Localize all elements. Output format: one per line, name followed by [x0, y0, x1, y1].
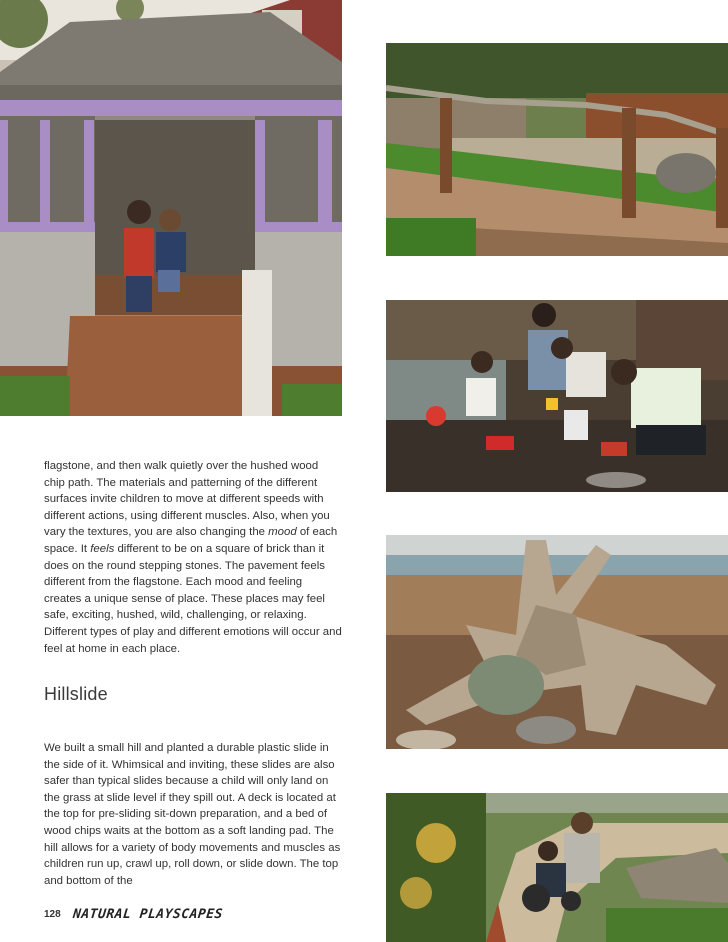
body-paragraph-textures — [44, 458, 342, 657]
photo-sandbox-play — [386, 300, 728, 492]
photo-curving-path-tricycle — [386, 793, 728, 942]
body-paragraph-hillslide: We built a small hill and planted a durable plastic slide in the side of it. Whimsical and inviting, these slides are also safer than typical slides because a child will only land on the grass at slide level if they spill out. A deck is located at the top for pre-sliding sit-down preparation, and a bed of wood chips waits at the bottom as a soft landing pad. The hill allows for a variety of body movements and muscles as children run up, crawl up, roll down, or slide down. The top and bottom of the — [44, 742, 341, 887]
section-heading-hillslide: Hillslide — [44, 684, 108, 704]
photo-driftwood-beach — [386, 535, 728, 749]
emphasis-feels: feels — [90, 542, 115, 555]
page-footer — [44, 902, 223, 926]
running-title: NATURAL PLAYSCAPES — [71, 906, 224, 922]
paragraph-text: of each space. It — [44, 526, 338, 555]
emphasis-mood: mood — [268, 526, 297, 539]
paragraph-text: different to be on a square of brick than it does on the round stepping stones. The pavement feels different from the flagstone. Each mood and feeling creates a unique sense of place. These places may feel safe, exciting, hushed, wild, challenging, or relaxing. Different types of play and different emotions will occur and feel at home in each place. — [44, 542, 342, 655]
photo-boardwalk-railing — [386, 43, 728, 256]
page-number: 128 — [44, 908, 61, 920]
paragraph-text: flagstone, and then walk quietly over the hushed wood chip path. The materials and patterning of the different surfaces invite children to move at different speeds with different actions, using different muscles. Also, when you vary the textures, you are also changing the — [44, 460, 330, 539]
photo-playhouse-children — [0, 0, 342, 416]
